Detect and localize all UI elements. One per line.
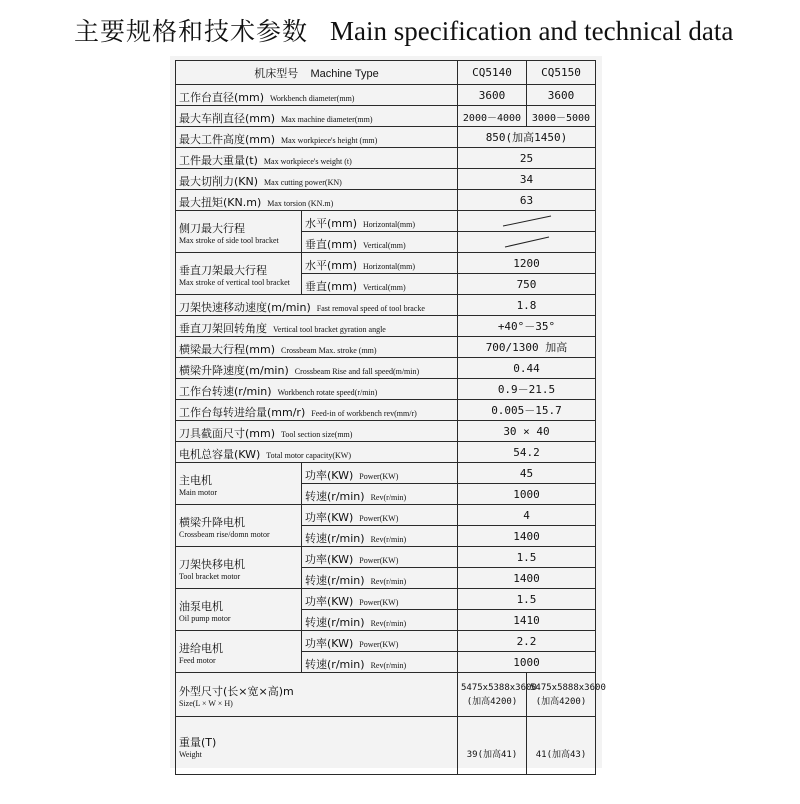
weight-cn: 重量(T) <box>179 736 217 749</box>
motor-en: Oil pump motor <box>179 614 231 623</box>
row-label-cn: 最大工件高度(mm) <box>179 132 276 146</box>
row-value: 1.8 <box>458 295 596 316</box>
table-row <box>176 358 596 379</box>
motor-cn: 油泵电机 <box>179 600 223 613</box>
dimensions-en: Size(L × W × H) <box>179 699 233 708</box>
row-label-en: Max cutting power(KN) <box>264 177 342 187</box>
speed-label-cn: 转速(r/min) <box>305 531 365 545</box>
motor-power-value: 45 <box>458 463 596 484</box>
row-label-cn: 横梁升降速度(m/min) <box>179 363 289 377</box>
row-value-b: 3000－5000 <box>527 106 596 127</box>
vertical-en: Vertical(mm) <box>363 240 406 250</box>
power-label-en: Power(KW) <box>359 639 399 649</box>
dash-slash-icon <box>497 235 557 249</box>
motor-speed-value: 1000 <box>458 652 596 673</box>
row-value: 25 <box>458 148 596 169</box>
weight-en: Weight <box>179 750 202 759</box>
row-value: 34 <box>458 169 596 190</box>
speed-label-en: Rev(r/min) <box>370 492 407 502</box>
table-row <box>176 148 596 169</box>
motor-speed-value: 1000 <box>458 484 596 505</box>
table-row <box>176 253 596 274</box>
row-label-cn: 工作台转速(r/min) <box>179 384 272 398</box>
row-label-en: Workbench diameter(mm) <box>270 93 355 103</box>
speed-label-en: Rev(r/min) <box>370 660 407 670</box>
row-value: 0.9－21.5 <box>458 379 596 400</box>
side-bracket-en: Max stroke of side tool bracket <box>179 236 279 245</box>
row-label-cn: 最大车削直径(mm) <box>179 111 276 125</box>
vertical-bracket-en: Max stroke of vertical tool bracket <box>179 278 290 287</box>
row-label-cn: 工作台每转进给量(mm/r) <box>179 405 306 419</box>
motor-en: Main motor <box>179 488 217 497</box>
motor-speed-value: 1400 <box>458 568 596 589</box>
header-model-b: CQ5150 <box>527 61 596 85</box>
row-label-cn: 刀具截面尺寸(mm) <box>179 426 276 440</box>
motor-speed-value: 1410 <box>458 610 596 631</box>
dimensions-a: 5475x5388x3600 <box>461 682 537 693</box>
power-label-cn: 功率(KW) <box>305 552 354 566</box>
table-row <box>176 169 596 190</box>
vertical-en: Vertical(mm) <box>363 282 406 292</box>
page-heading <box>74 12 733 48</box>
dimensions-b: 5475x5888x3600 <box>530 682 606 693</box>
motor-power-row <box>176 589 596 610</box>
row-label-cn: 刀架快速移动速度(m/min) <box>179 300 311 314</box>
header-en: Machine Type <box>310 67 379 80</box>
power-label-en: Power(KW) <box>359 513 399 523</box>
power-label-en: Power(KW) <box>359 597 399 607</box>
heading-en: Main specification and technical data <box>330 16 734 46</box>
dimensions-cn: 外型尺寸(长×宽×高)m <box>179 685 294 698</box>
not-applicable-dash <box>458 232 596 253</box>
table-row <box>176 127 596 148</box>
motor-cn: 刀架快移电机 <box>179 558 245 571</box>
weight-value-b: 41(加高43) <box>527 717 596 775</box>
motor-label <box>176 505 302 547</box>
motor-cn: 横梁升降电机 <box>179 516 245 529</box>
spec-table <box>175 60 606 775</box>
row-value: 750 <box>458 274 596 295</box>
row-label-cn: 工件最大重量(t) <box>179 153 258 167</box>
header-model-a: CQ5140 <box>458 61 527 85</box>
speed-label-cn: 转速(r/min) <box>305 657 365 671</box>
row-label-en: Max workpiece's height (mm) <box>281 135 378 145</box>
dash-slash-icon <box>497 214 557 228</box>
power-label-en: Power(KW) <box>359 555 399 565</box>
motor-power-value: 4 <box>458 505 596 526</box>
table-row <box>176 379 596 400</box>
dimensions-value-a <box>458 673 537 717</box>
row-label-en: Crossbeam Rise and fall speed(m/min) <box>294 366 420 376</box>
row-value: +40°－35° <box>458 316 596 337</box>
table-row <box>176 85 596 106</box>
row-value: 54.2 <box>458 442 596 463</box>
speed-label-en: Rev(r/min) <box>370 576 407 586</box>
row-value: 0.005－15.7 <box>458 400 596 421</box>
table-row <box>176 211 596 232</box>
row-label-en: Tool section size(mm) <box>281 429 353 439</box>
speed-label-en: Rev(r/min) <box>370 534 407 544</box>
table-row <box>176 316 596 337</box>
table-row <box>176 442 596 463</box>
power-label-cn: 功率(KW) <box>305 468 354 482</box>
horizontal-cn: 水平(mm) <box>305 216 358 230</box>
not-applicable-dash <box>458 211 596 232</box>
side-bracket-cn: 侧刀最大行程 <box>179 222 245 235</box>
motor-label <box>176 547 302 589</box>
side-bracket-label <box>176 211 302 253</box>
row-label-en: Total motor capacity(KW) <box>266 450 352 460</box>
row-label-en: Workbench rotate speed(r/min) <box>277 387 378 397</box>
horizontal-cn: 水平(mm) <box>305 258 358 272</box>
vertical-cn: 垂直(mm) <box>305 237 358 251</box>
table-row <box>176 421 596 442</box>
row-label-cn: 横梁最大行程(mm) <box>179 342 276 356</box>
motor-speed-value: 1400 <box>458 526 596 547</box>
power-label-en: Power(KW) <box>359 471 399 481</box>
dimensions-a-raised: (加高4200) <box>466 696 518 707</box>
speed-label-cn: 转速(r/min) <box>305 489 365 503</box>
row-value: 30 × 40 <box>458 421 596 442</box>
row-label-cn: 工作台直径(mm) <box>179 90 265 104</box>
table-row <box>176 337 596 358</box>
row-value: 700/1300 加高 <box>458 337 596 358</box>
row-label-cn: 最大切削力(KN) <box>179 174 259 188</box>
table-row <box>176 400 596 421</box>
row-label-cn: 最大扭矩(KN.m) <box>179 195 262 209</box>
table-header-row <box>176 61 596 85</box>
dimensions-value-b <box>527 673 606 717</box>
motor-power-row <box>176 547 596 568</box>
motor-label <box>176 589 302 631</box>
vertical-bracket-label <box>176 253 302 295</box>
horizontal-en: Horizontal(mm) <box>363 219 415 229</box>
row-label-cn: 垂直刀架回转角度 <box>179 321 267 335</box>
heading-cn: 主要规格和技术参数 <box>74 17 309 46</box>
vertical-bracket-cn: 垂直刀架最大行程 <box>179 264 267 277</box>
motor-power-row <box>176 463 596 484</box>
table-row <box>176 295 596 316</box>
header-cn: 机床型号 <box>254 67 299 80</box>
motor-cn: 进给电机 <box>179 642 223 655</box>
motor-cn: 主电机 <box>179 474 212 487</box>
horizontal-en: Horizontal(mm) <box>363 261 415 271</box>
motor-power-value: 1.5 <box>458 589 596 610</box>
speed-label-cn: 转速(r/min) <box>305 615 365 629</box>
motor-power-row <box>176 631 596 652</box>
motor-label <box>176 631 302 673</box>
power-label-cn: 功率(KW) <box>305 594 354 608</box>
row-label-cn: 电机总容量(KW) <box>179 447 261 461</box>
row-label-en: Max workpiece's weight (t) <box>263 156 352 166</box>
weight-label <box>176 717 458 775</box>
weight-value-a: 39(加高41) <box>458 717 527 775</box>
dimensions-b-raised: (加高4200) <box>535 696 587 707</box>
motor-en: Tool bracket motor <box>179 572 241 581</box>
row-label-en: Vertical tool bracket gyration angle <box>273 324 386 334</box>
row-value: 0.44 <box>458 358 596 379</box>
row-label-en: Feed-in of workbench rev(mm/r) <box>311 408 417 418</box>
row-value: 850(加高1450) <box>458 127 596 148</box>
row-value-a: 2000－4000 <box>458 106 527 127</box>
table-row <box>176 673 596 717</box>
table-row <box>176 106 596 127</box>
row-value-b: 3600 <box>527 85 596 106</box>
motor-power-row <box>176 505 596 526</box>
row-label-en: Fast removal speed of tool bracke <box>316 303 425 313</box>
speed-label-cn: 转速(r/min) <box>305 573 365 587</box>
row-label-en: Crossbeam Max. stroke (mm) <box>281 345 377 355</box>
motor-en: Crossbeam rise/domn motor <box>179 530 270 539</box>
vertical-cn: 垂直(mm) <box>305 279 358 293</box>
dimensions-label <box>176 673 458 717</box>
header-machine-type <box>176 61 458 85</box>
row-value: 63 <box>458 190 596 211</box>
power-label-cn: 功率(KW) <box>305 636 354 650</box>
row-label-en: Max machine diameter(mm) <box>281 114 373 124</box>
power-label-cn: 功率(KW) <box>305 510 354 524</box>
table-row <box>176 717 596 775</box>
motor-label <box>176 463 302 505</box>
row-value-a: 3600 <box>458 85 527 106</box>
motor-power-value: 1.5 <box>458 547 596 568</box>
speed-label-en: Rev(r/min) <box>370 618 407 628</box>
motor-en: Feed motor <box>179 656 216 665</box>
motor-power-value: 2.2 <box>458 631 596 652</box>
table-row <box>176 190 596 211</box>
row-value: 1200 <box>458 253 596 274</box>
row-label-en: Max torsion (KN.m) <box>267 198 334 208</box>
